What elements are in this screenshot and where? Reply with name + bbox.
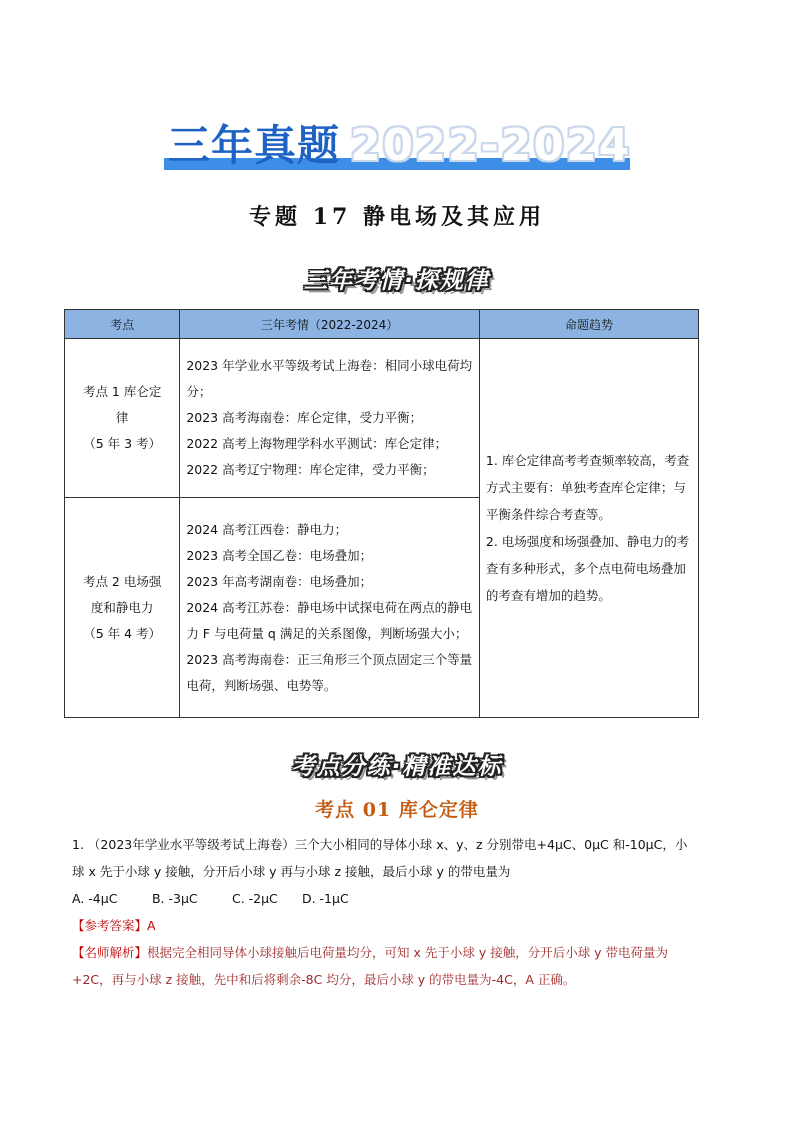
section-title-practice: 考点分练·精准达标 [291,754,503,780]
subject-title: 专题 17 静电场及其应用 [249,204,545,230]
header-point: 考点 [65,310,180,339]
point-cell [65,498,180,718]
option-c: C. -2μC [231,891,278,906]
table-row [65,339,699,498]
answer-label: 【参考答案】 [72,918,148,933]
trend-cell [479,339,698,718]
exam-item: 2022 高考辽宁物理：库仑定律，受力平衡； [186,462,435,477]
point-line: 考点 2 电场强 [82,573,162,589]
exam-list-cell [180,498,480,718]
point-cell [65,339,180,498]
analysis-text-continued: +2C，再与小球 z 接触，先中和后将剩余-8C 均分，最后小球 y 的带电量为-4C，A 正确。 [72,972,576,987]
section-title-trends: 三年考情·探规律 [304,268,490,294]
exam-item: 2023 年高考湖南卷：电场叠加； [186,573,373,589]
question-number: 1. [72,837,84,852]
trend-paragraph: 1. 库仑定律高考考查频率较高，考查方式主要有：单独考查库仑定律；与平衡条件综合考查等。 [485,453,690,522]
exam-item: 2024 高考江西卷：静电力； [186,521,348,537]
point-line: 律 [115,410,129,425]
point-line: 度和静电力 [90,599,154,615]
exam-item: 2023 高考全国乙卷：电场叠加； [186,547,373,563]
question-line-1 [72,831,726,858]
exam-trend-table [64,309,699,718]
question-1 [72,831,726,993]
exam-item: 2024 高考江苏卷：静电场中试探电荷在两点的静电力 F 与电荷量 q 满足的关系图像，判断场强大小； [186,599,473,641]
question-options [72,885,726,912]
exam-point-title: 考点 01 库仑定律 [315,799,479,821]
point-line: 考点 1 库仑定 [82,384,162,399]
analysis-label: 【名师解析】 [72,945,148,960]
year-banner [160,120,634,176]
option-d: D. -1μC [301,891,349,906]
header-trend: 命题趋势 [479,310,698,339]
analysis-text: 根据完全相同导体小球接触后电荷量均分，可知 x 先于小球 y 接触，分开后小球 y 带电荷量为 [147,945,669,960]
trend-paragraph: 2. 电场强度和场强叠加、静电力的考查有多种形式，多个点电荷电场叠加的考查有增加的趋势。 [485,534,690,603]
question-source: （2023年学业水平等级考试上海卷） [87,837,295,852]
exam-item: 2023 高考海南卷：正三角形三个顶点固定三个等量电荷，判断场强、电势等。 [186,651,473,693]
banner-year-range: 2022-2024 [350,120,632,171]
exam-item: 2023 年学业水平等级考试上海卷：相同小球电荷均分； [186,358,473,399]
question-text: 三个大小相同的导体小球 x、y、z 分别带电+4μC、0μC 和-10μC，小 [294,837,688,852]
table-header-row [65,310,699,339]
exam-item: 2022 高考上海物理学科水平测试：库仑定律； [186,436,448,451]
option-b: B. -3μC [151,891,198,906]
answer-value: A [147,918,156,933]
answer-line [72,912,726,939]
option-a: A. -4μC [72,891,118,906]
header-three-year: 三年考情（2022-2024） [180,310,480,339]
point-line: （5 年 3 考） [83,436,162,451]
analysis-line-1 [72,939,726,966]
exam-item: 2023 高考海南卷：库仑定律，受力平衡； [186,410,423,425]
question-text-continued: 球 x 先于小球 y 接触，分开后小球 y 再与小球 z 接触，最后小球 y 的带电量为 [72,864,511,879]
exam-list-cell [180,339,480,498]
point-line: （5 年 4 考） [83,625,162,641]
banner-left-text: 三年真题 [168,121,341,170]
